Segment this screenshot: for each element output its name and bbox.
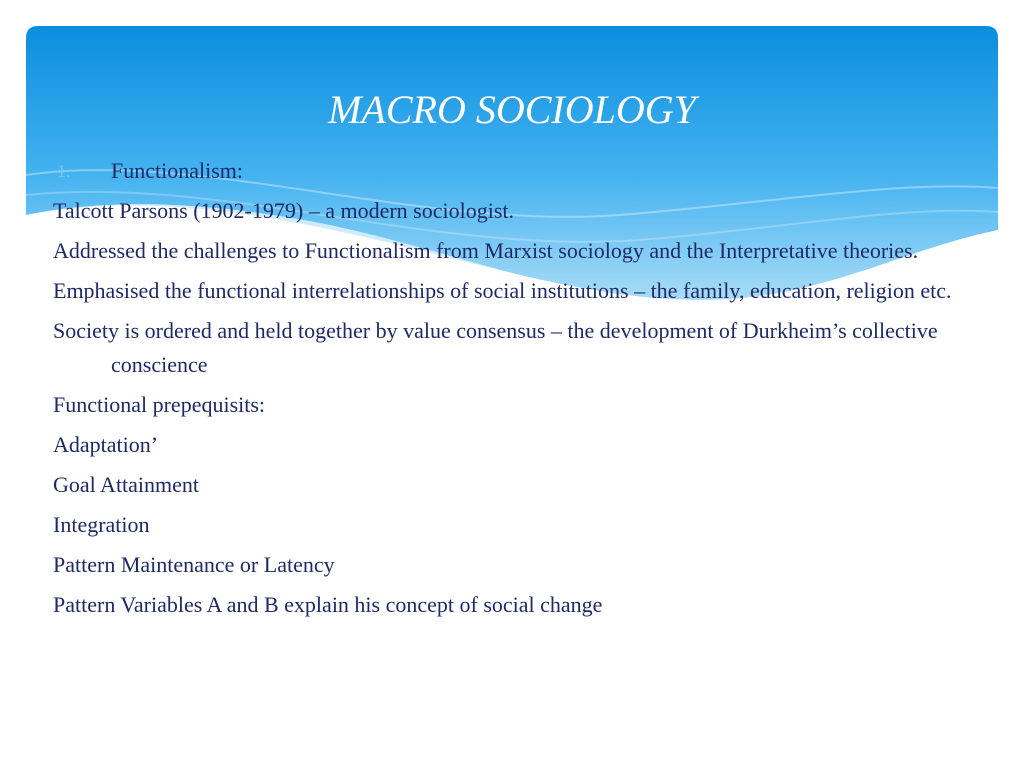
- body-paragraph: Functional prepequisits:: [53, 392, 266, 417]
- body-paragraph: Talcott Parsons (1902-1979) – a modern sociologist.: [53, 198, 515, 223]
- slide-title: MACRO SOCIOLOGY: [328, 87, 696, 132]
- body-paragraph: Goal Attainment: [53, 472, 200, 497]
- body-paragraph: Addressed the challenges to Functionalism from Marxist sociology and the Interpretative theories.: [53, 238, 919, 263]
- slide-body: [53, 154, 973, 622]
- numbered-item: [53, 154, 973, 188]
- item-number: 1.: [57, 161, 71, 181]
- body-paragraph: Society is ordered and held together by value consensus – the development of Durkheim’s collective conscience: [53, 318, 938, 377]
- item-text: Functionalism:: [111, 158, 243, 183]
- body-paragraph: Pattern Variables A and B explain his concept of social change: [53, 592, 603, 617]
- body-paragraph: Integration: [53, 512, 150, 537]
- body-paragraph: Adaptation’: [53, 432, 159, 457]
- body-paragraph: Pattern Maintenance or Latency: [53, 552, 335, 577]
- body-paragraph: Emphasised the functional interrelationships of social institutions – the family, education, religion etc.: [53, 278, 952, 303]
